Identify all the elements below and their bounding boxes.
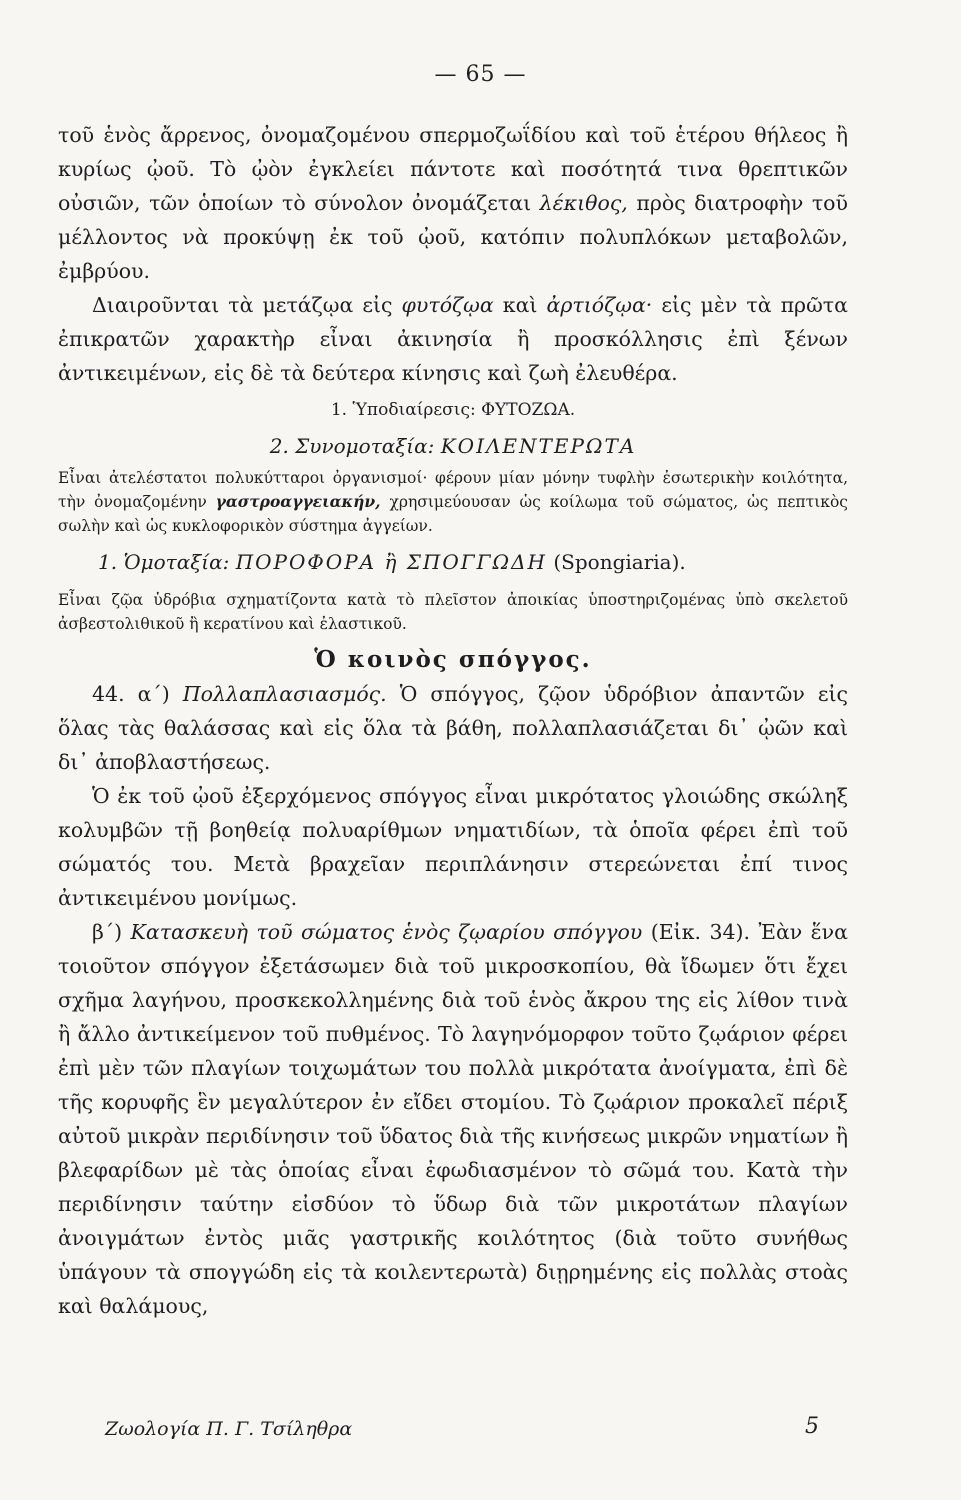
division-paragraph [58, 288, 848, 390]
intro-text: τοῦ ἑνὸς ἄρρενος, ὀνομαζομένου σπερμοζωΐδίου καὶ τοῦ ἑτέρου θήλεος ἢ κυρίως ᾠοῦ. Τὸ ᾠὸν ἐγκλείει πάντοτε καὶ ποσότητά τινα θρεπτικῶν οὐσιῶν, τῶν ὁποίων τὸ σύνολον ὀνομάζεται [58, 123, 848, 215]
phylum-name: ΠΟΡΟΦΟΡΑ ἢ ΣΠΟΓΓΩΔΗ [235, 550, 547, 574]
footer-text: Ζωολογία Π. Γ. Τσίληθρα [105, 1418, 353, 1440]
division-text-a: Διαιροῦνται τὰ μετάζῳα εἰς [92, 293, 393, 317]
phylum-description: Εἶναι ζῷα ὑδρόβια σχηματίζοντα κατὰ τὸ πλεῖστον ἀποικίας ὑποστηριζομένας ὑπὸ σκελετοῦ ἀσβεστολιθικοῦ ἢ κερατίνου καὶ ἐλαστικοῦ. [58, 591, 848, 633]
phylum-label: 1. Ὁμοταξία: [98, 550, 230, 574]
division-text-b: καὶ [502, 293, 538, 317]
subdivision-heading: 1. Ὑποδιαίρεσις: ΦΥΤΟΖΩΑ. [330, 400, 576, 420]
division-text-end: εἰς μὲν τὰ πρῶτα ἐπικρατῶν χαρακτὴρ εἶναι ἀκινησία ἢ προσκόλλησις ἐπὶ ξένων ἀντικειμένων, εἰς δὲ τὰ δεύτερα κίνησις καὶ ζωὴ ἐλευθέρα. [58, 293, 848, 385]
section-44-paragraph-2: Ὁ ἐκ τοῦ ᾠοῦ ἐξερχόμενος σπόγγος εἶναι μικρότατος γλοιώδης σκώληξ κολυμβῶν τῇ βοηθείᾳ πολυαρίθμων νηματιδίων, τὰ ὁποῖα φέρει ἐπὶ τοῦ σώματός του. Μετὰ βραχεῖαν περιπλάνησιν στερεώνεται ἐπί τινος ἀντικειμένου μονίμως. [58, 784, 848, 910]
intro-term: λέκιθος, [539, 191, 628, 215]
class-description [58, 466, 848, 538]
phylum-heading [58, 544, 848, 580]
intro-text-end: πρὸς διατροφὴν τοῦ μέλλοντος νὰ προκύψῃ ἐκ τοῦ ᾠοῦ, κατόπιν πολυπλόκων μεταβολῶν, ἐμβρύου. [58, 191, 848, 283]
section-b-text: Ἐὰν ἕνα τοιοῦτον σπόγγον ἐξετάσωμεν διὰ τοῦ μικροσκοπίου, θὰ ἴδωμεν ὅτι ἔχει σχῆμα λαγήνου, προσκεκολλημένης διὰ τοῦ ἑνὸς ἄκρου της εἰς λίθον τινὰ ἢ ἄλλο ἀντικείμενον τοῦ πυθμένος. Τὸ λαγηνόμορφον τοῦτο ζῳάριον φέρει ἐπὶ μὲν τῶν πλαγίων τοιχωμάτων του πολλὰ μικρότατα ἀνοίγματα, ἐπὶ δὲ τῆς κορυφῆς ἓν μεγαλύτερον ἐν εἴδει στομίου. Τὸ ζῳάριον προκαλεῖ πέριξ αὐτοῦ μικρὰν περιδίνησιν τοῦ ὕδατος διὰ τῆς κινήσεως μικρῶν νηματίων ἢ βλεφαρίδων μὲ τὰς ὁποίας εἶναι ἐφωδιασμένον τὸ σῶμά του. Κατὰ τὴν περιδίνησιν ταύτην εἰσδύον τὸ ὕδωρ διὰ τῶν μικροτάτων πλαγίων ἀνοιγμάτων ἐντὸς μιᾶς γαστρικῆς κοιλότητος (διὰ τοῦτο συνήθως ὑπάγουν τὰ σπογγώδη εἰς τὰ κοιλεντερωτὰ) διῃρημένης εἰς πολλὰς στοὰς καὶ θαλάμους, [58, 920, 848, 1318]
division-term-b: ἀρτιόζῳα· [546, 293, 653, 317]
class-heading [58, 426, 848, 466]
division-term-a: φυτόζῳα [401, 293, 494, 317]
phylum-latin: (Spongiaria). [553, 550, 686, 574]
class-label: 2. Συνομοταξία: [269, 434, 435, 458]
section-44-heading: Πολλαπλασιασμός. [182, 682, 387, 706]
class-desc-term: γαστροαγγειακήν, [215, 492, 381, 511]
intro-paragraph [58, 118, 848, 288]
section-b-number: β΄) [92, 920, 123, 944]
class-desc-b: χρησιμεύουσαν ὡς κοίλωμα τοῦ σώματος, ὡς πεπτικὸς σωλὴν καὶ ὡς κυκλοφορικὸν σύστημα ἀγγείων. [58, 493, 848, 535]
section-b-heading: Κατασκευὴ τοῦ σώματος ἑνὸς ζῳαρίου σπόγγου [130, 920, 643, 944]
section-44-text: Ὁ σπόγγος, ζῷον ὑδρόβιον ἀπαντῶν εἰς ὅλας τὰς θαλάσσας καὶ εἰς ὅλα τὰ βάθη, πολλαπλασιάζεται δι᾽ ᾠῶν καὶ δι᾽ ἀποβλαστήσεως. [58, 682, 848, 774]
section-title: Ὁ κοινὸς σπόγγος. [314, 646, 592, 673]
section-b-paragraph [58, 915, 848, 1323]
page-body [58, 118, 848, 1323]
section-b-ref: (Εἰκ. 34). [650, 920, 751, 944]
class-name: ΚΟΙΛΕΝΤΕΡΩΤΑ [440, 434, 637, 458]
section-44-paragraph [58, 677, 848, 779]
footer-signature: 5 [805, 1414, 819, 1439]
class-desc-a: Εἶναι ἀτελέστατοι πολυκύτταροι ὀργανισμοί· φέρουν μίαν μόνην τυφλὴν ἐσωτερικὴν κοιλότητα, τὴν ὀνομαζομένην [58, 469, 848, 511]
section-44-number: 44. α΄) [92, 682, 170, 706]
page-number: — 65 — [434, 62, 527, 87]
